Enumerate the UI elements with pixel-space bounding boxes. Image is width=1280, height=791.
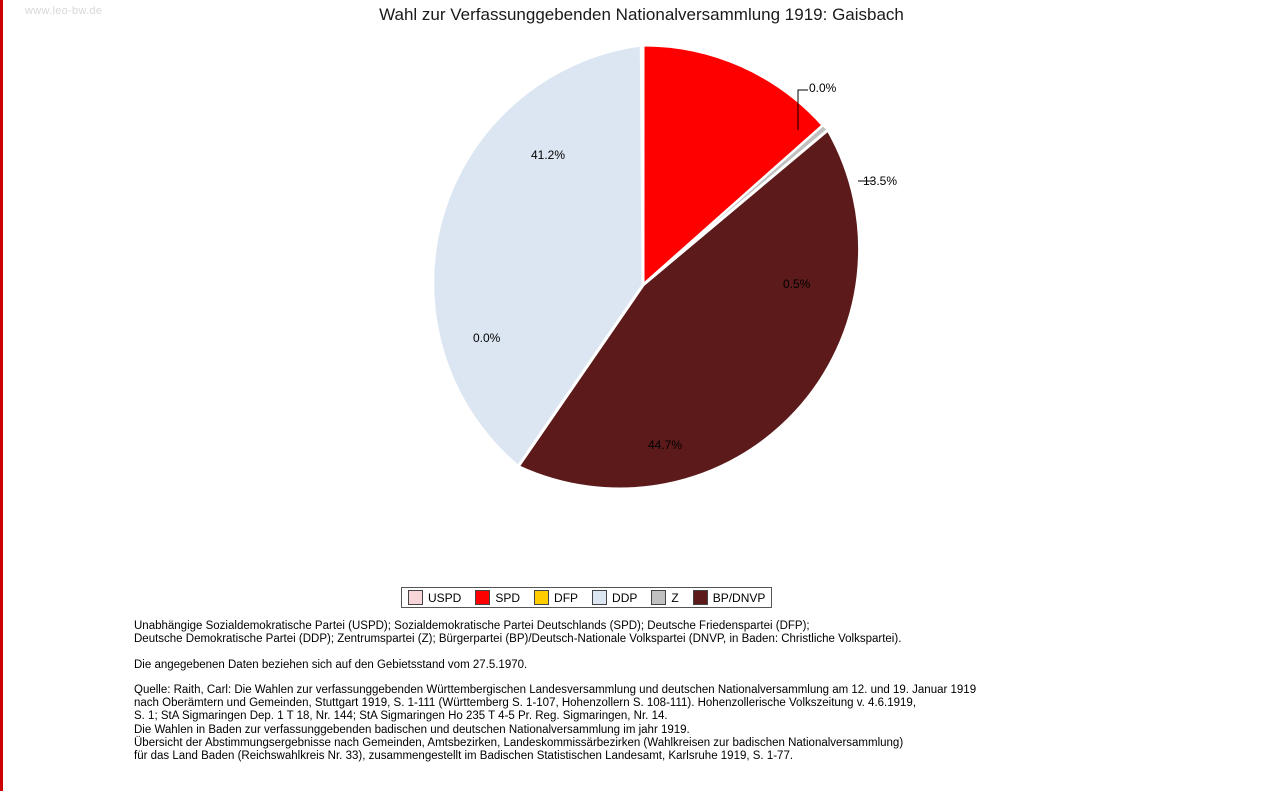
legend-label-z: Z	[671, 590, 679, 605]
legend-swatch-icon-uspd	[408, 590, 423, 605]
legend-label-spd: SPD	[495, 590, 521, 605]
label-bpdnvp: 44.7%	[648, 438, 683, 452]
legend-item-uspd[interactable]	[408, 590, 461, 605]
legend-swatch-icon-spd	[475, 590, 490, 605]
legend-label-ddp: DDP	[612, 590, 638, 605]
pie-svg	[3, 40, 1280, 560]
footnote-parties	[134, 620, 1194, 647]
footnote-line: Deutsche Demokratische Partei (DDP); Zentrumspartei (Z); Bürgerpartei (BP)/Deutsch-Nationale Volkspartei (DNVP, in Baden: Christliche Volkspartei).	[134, 633, 902, 646]
legend-swatch-icon-bpdnvp	[693, 590, 708, 605]
legend-label-dfp: DFP	[554, 590, 579, 605]
footnote-line: Quelle: Raith, Carl: Die Wahlen zur verfassunggebenden Württembergischen Landesversammlung und deutschen Nationalversammlung am 12. und 19. Januar 1919	[134, 683, 977, 696]
pie-slices	[433, 45, 860, 489]
footnote-line: Die Wahlen in Baden zur verfassunggebenden badischen und deutschen Nationalversammlung im jahr 1919.	[134, 723, 690, 736]
label-uspd: 0.0%	[809, 81, 837, 95]
page-title: Wahl zur Verfassunggebenden Nationalversammlung 1919: Gaisbach	[379, 5, 904, 24]
legend-label-bpdnvp: BP/DNVP	[712, 590, 766, 605]
label-z: 0.5%	[783, 277, 811, 291]
legend-item-spd[interactable]	[475, 590, 520, 605]
footnote-line: nach Oberämtern und Gemeinden, Stuttgart 1919, S. 1-111 (Württemberg S. 1-107, Hohenzollern S. 108-111). Hohenzollerische Volkszeitung v. 4.6.1919,	[134, 697, 917, 710]
legend	[401, 587, 772, 608]
footnote-line: Unabhängige Sozialdemokratische Partei (USPD); Sozialdemokratische Partei Deutschlands (SPD); Deutsche Friedenspartei (DFP);	[134, 620, 810, 632]
legend-label-uspd: USPD	[428, 590, 462, 605]
footnote-territory	[134, 659, 1194, 672]
legend-swatch-icon-ddp	[592, 590, 607, 605]
footnotes	[134, 620, 1194, 764]
footnote-line: Die angegebenen Daten beziehen sich auf den Gebietsstand vom 27.5.1970.	[134, 658, 528, 671]
watermark-text: www.leo-bw.de	[25, 5, 103, 17]
legend-swatch-icon-z	[651, 590, 666, 605]
label-dfp: 0.0%	[473, 331, 501, 345]
legend-item-ddp[interactable]	[592, 590, 637, 605]
footnote-line: Übersicht der Abstimmungsergebnisse nach Gemeinden, Amtsbezirken, Landeskommissärbezirken (Wahlkreisen zur badischen Nationalversammlung)	[134, 737, 904, 750]
legend-item-bpdnvp[interactable]	[693, 590, 766, 605]
label-spd: 13.5%	[863, 174, 898, 188]
legend-item-dfp[interactable]	[534, 590, 578, 605]
pie-chart	[3, 40, 1280, 560]
footnote-line: für das Land Baden (Reichswahlkreis Nr. 33), zusammengestellt im Badischen Statistischen Landesamt, Karlsruhe 1919, S. 1-77.	[134, 750, 794, 763]
label-ddp: 41.2%	[531, 148, 566, 162]
legend-swatch-icon-dfp	[534, 590, 549, 605]
footnote-line: S. 1; StA Sigmaringen Dep. 1 T 18, Nr. 144; StA Sigmaringen Ho 235 T 4-5 Pr. Reg. Sigmaringen, Nr. 14.	[134, 710, 668, 723]
legend-item-z[interactable]	[651, 590, 678, 605]
footnote-source	[134, 684, 1194, 764]
